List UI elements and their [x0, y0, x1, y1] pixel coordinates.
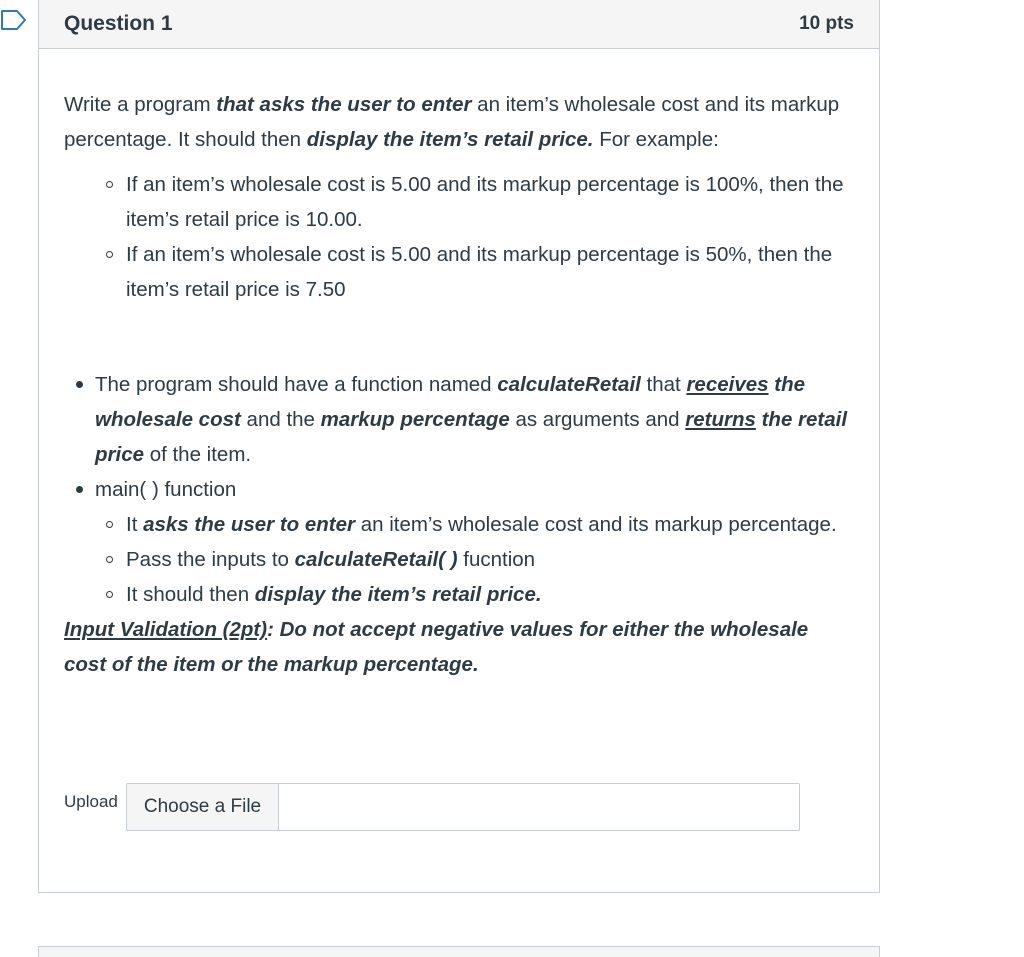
question-title: Question 1: [64, 12, 173, 35]
file-upload-field[interactable]: [126, 783, 800, 831]
question-points: 10 pts: [799, 13, 854, 34]
flag-question-icon[interactable]: [0, 9, 28, 31]
input-validation-note: Input Validation (2pt): Do not accept negative values for either the wholesale cost of the item or the markup percentage.: [64, 618, 809, 676]
upload-label: Upload: [64, 792, 118, 811]
list-item: It should then display the item’s retail price.: [126, 577, 854, 612]
intro-paragraph: Write a program that asks the user to enter an item’s wholesale cost and its markup percentage. It should then display the item’s retail price. For example:: [64, 93, 840, 151]
next-question-card: [38, 946, 880, 957]
list-item: Pass the inputs to calculateRetail( ) fucntion: [126, 542, 854, 577]
upload-row: [64, 783, 800, 831]
examples-list: [64, 167, 854, 307]
list-item: It asks the user to enter an item’s wholesale cost and its markup percentage.: [126, 507, 854, 542]
requirements-list: [64, 367, 854, 612]
question-header: [39, 0, 879, 49]
question-card: [38, 0, 880, 893]
list-item: [95, 472, 854, 612]
question-body: [39, 49, 879, 682]
main-function-label: main( ) function: [95, 478, 237, 501]
list-item: If an item’s wholesale cost is 5.00 and its markup percentage is 100%, then the item’s retail price is 10.00.: [126, 167, 854, 237]
list-item: The program should have a function named calculateRetail that receives the wholesale cost and the markup percentage as arguments and returns the retail price of the item.: [95, 367, 854, 472]
list-item: If an item’s wholesale cost is 5.00 and its markup percentage is 50%, then the item’s retail price is 7.50: [126, 237, 854, 307]
choose-file-button[interactable]: Choose a File: [127, 784, 279, 830]
main-steps-list: [95, 507, 854, 612]
